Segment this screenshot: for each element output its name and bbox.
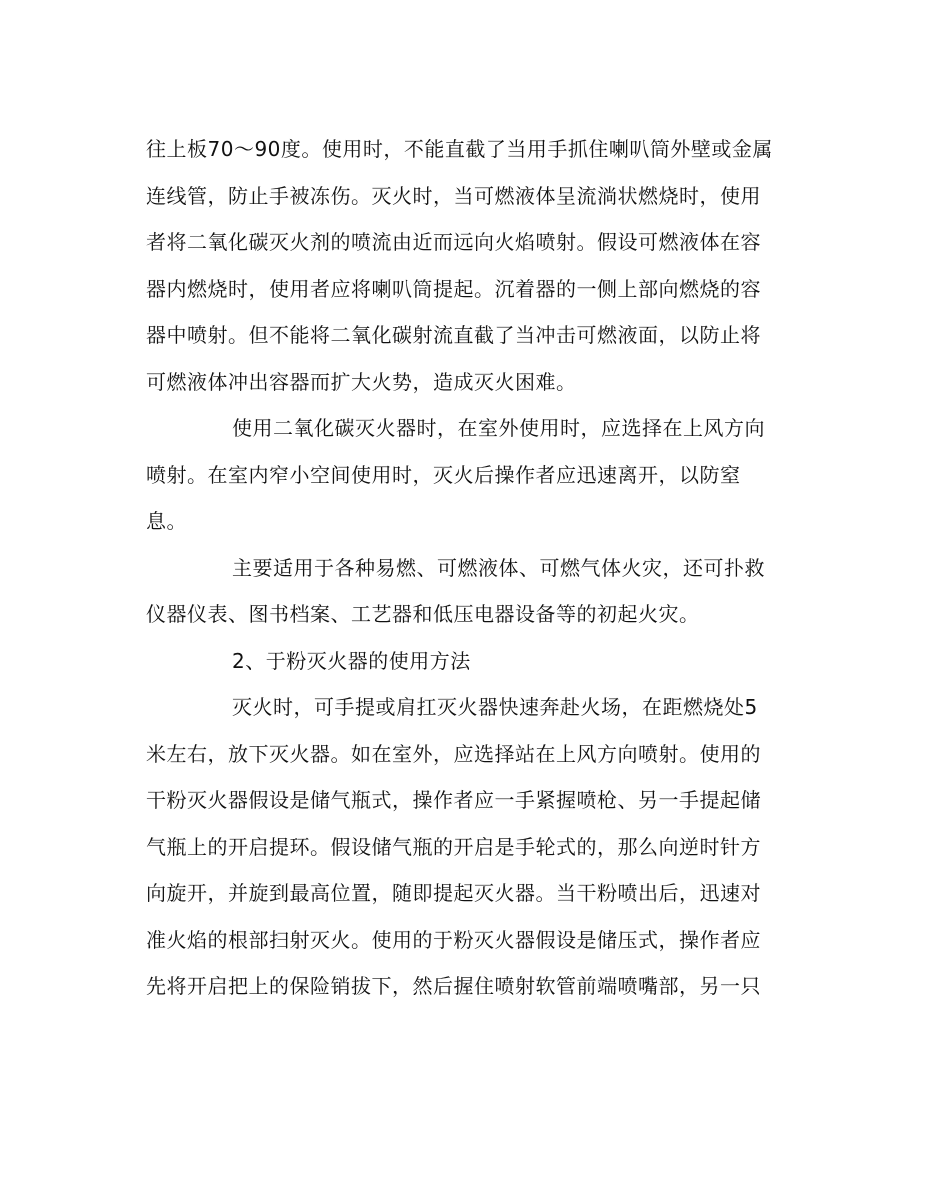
text-line: 向旋开，并旋到最高位置，随即提起灭火器。当干粉喷出后，迅速对 — [146, 881, 761, 905]
text-line: 器中喷射。但不能将二氧化碳射流直截了当冲击可燃液面，以防止将 — [146, 323, 761, 347]
text-line: 者将二氧化碳灭火剂的喷流由近而远向火焰喷射。假设可燃液体在容 — [146, 230, 761, 254]
text-line: 先将开启把上的保险销拔下，然后握住喷射软管前端喷嘴部，另一只 — [146, 974, 761, 998]
document-body — [146, 126, 816, 1010]
text-line: 息。 — [146, 509, 187, 533]
text-line: 连线管，防止手被冻伤。灭火时，当可燃液体呈流淌状燃烧时，使用 — [146, 183, 761, 208]
text-line: 喷射。在室内窄小空间使用时，灭火后操作者应迅速离开，以防窒 — [146, 462, 741, 487]
text-line: 干粉灭火器假设是储气瓶式，操作者应一手紧握喷枪、另一手提起储 — [146, 788, 761, 812]
text-line: 可燃液体冲出容器而扩大火势，造成灭火困难。 — [146, 369, 577, 394]
text-line: 米左右，放下灭火器。如在室外，应选择站在上风方向喷射。使用的 — [146, 741, 761, 766]
text-line: 准火焰的根部扫射灭火。使用的于粉灭火器假设是储压式，操作者应 — [146, 927, 761, 952]
paragraph-first-line: 主要适用于各种易燃、可燃液体、可燃气体火灾，还可扑救 — [232, 555, 765, 580]
text-line: 气瓶上的开启提环。假设储气瓶的开启是手轮式的，那么向逆时针方 — [146, 834, 761, 859]
section-heading: 2、于粉灭火器的使用方法 — [232, 648, 471, 673]
paragraph-first-line: 灭火时，可手提或肩扛灭火器快速奔赴火场，在距燃烧处5 — [232, 695, 758, 719]
text-line: 仪器仪表、图书档案、工艺器和低压电器设备等的初起火灾。 — [146, 602, 700, 626]
paragraph-first-line: 使用二氧化碳灭火器时，在室外使用时，应选择在上风方向 — [232, 416, 765, 440]
text-line: 器内燃烧时，使用者应将喇叭筒提起。沉着器的一侧上部向燃烧的容 — [146, 276, 761, 301]
text-line: 往上板70～90度。使用时，不能直截了当用手抓住喇叭筒外壁或金属 — [146, 137, 773, 161]
